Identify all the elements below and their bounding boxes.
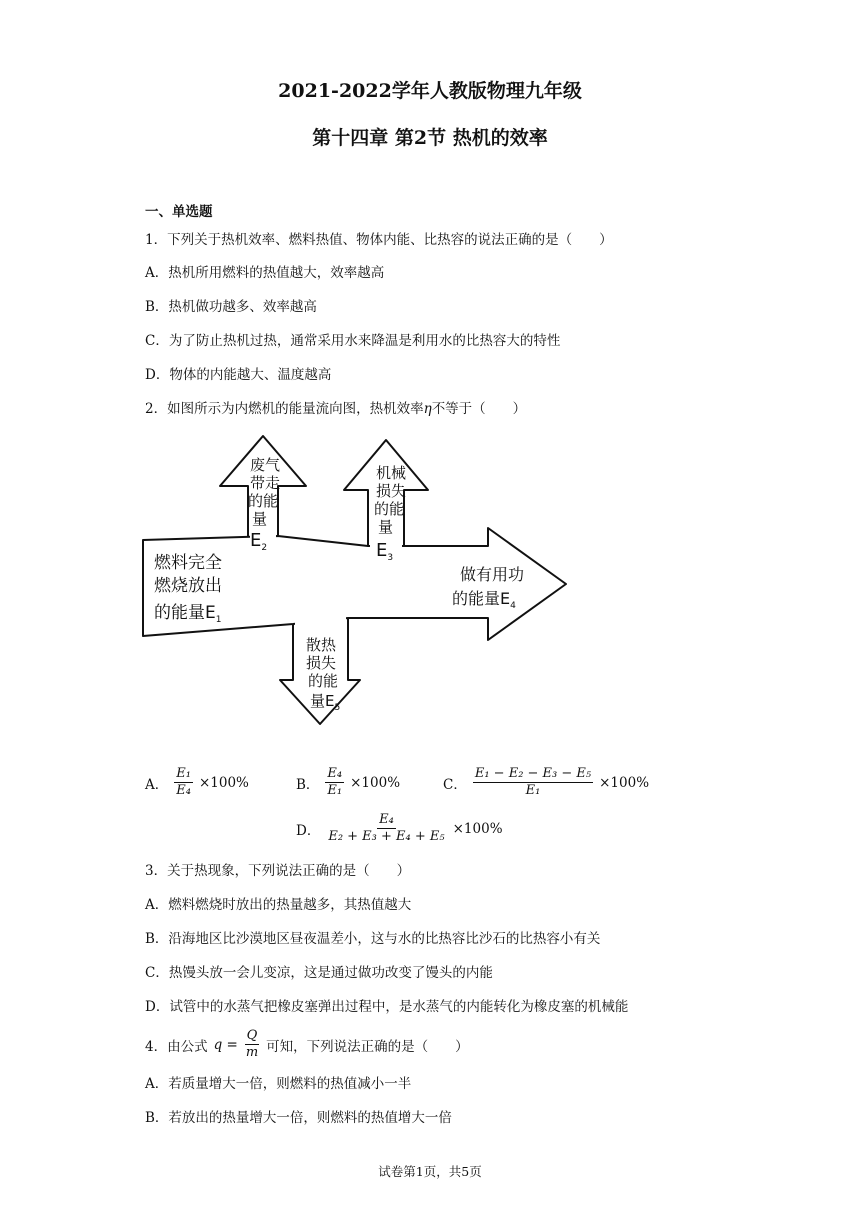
exhaust-label-line4: 量 xyxy=(252,510,268,528)
main-label-line1: 燃料完全 xyxy=(154,553,222,573)
heat-label-line3: 的能 xyxy=(308,672,339,690)
q3-option-c: C．热馒头放一会儿变凉，这是通过做功改变了馒头的内能 xyxy=(145,965,493,981)
fraction: $\frac{\text{E₁ − E₂ − E₃ − E₅}}{\text{E₁}}$ xyxy=(474,766,592,798)
q2-option-c: C． $\frac{\text{E₁ − E₂ − E₃ − E₅}}{\text{E₁}}$ ×100% xyxy=(443,766,650,798)
q2-stem-post: 不等于（ ） xyxy=(431,401,527,417)
doc-title: 2021-2022学年人教版物理九年级 xyxy=(278,80,582,102)
q4-stem: 4．由公式 q = $\frac{Q}{m}$ 可知，下列说法正确的是（ ） xyxy=(145,1028,469,1060)
eta-symbol: η xyxy=(423,401,432,417)
mech-label-line2: 损失 xyxy=(376,482,407,500)
q1-option-d: D．物体的内能越大、温度越高 xyxy=(145,367,332,383)
main-label-line3: 的能量$E_1$ xyxy=(154,603,222,625)
q2-stem-pre: 2．如图所示为内燃机的能量流向图，热机效率 xyxy=(145,401,424,417)
q4-option-a: A．若质量增大一倍，则燃料的热值减小一半 xyxy=(145,1076,412,1092)
fraction: $\frac{\text{E₄}}{\text{E₂ + E₃ + E₄ + E₅}}$ xyxy=(328,812,445,844)
q2-option-a: A． $\frac{\text{E₁}}{\text{E₄}}$ ×100% xyxy=(145,766,249,798)
heat-label-line1: 散热 xyxy=(306,636,337,654)
q1-option-b: B．热机做功越多、效率越高 xyxy=(145,299,317,315)
useful-label-line2: 的能量$E_4$ xyxy=(452,589,516,611)
mech-label-line4: 量 xyxy=(378,518,394,536)
exhaust-label-line3: 的能 xyxy=(248,492,279,510)
q2-option-d: D． $\frac{\text{E₄}}{\text{E₂ + E₃ + E₄ + E₅}}$ ×100% xyxy=(296,812,503,844)
formula-fraction: $\frac{Q}{m}$ xyxy=(245,1028,259,1060)
exhaust-label-line1: 废气 xyxy=(250,456,281,474)
fraction: $\frac{\text{E₄}}{\text{E₁}}$ xyxy=(327,766,343,798)
exhaust-label-line2: 带走 xyxy=(250,474,281,492)
energy-flow-diagram xyxy=(138,428,573,740)
section-heading: 一、单选题 xyxy=(145,204,213,220)
q2-stem xyxy=(145,400,526,418)
q4-option-b: B．若放出的热量增大一倍，则燃料的热值增大一倍 xyxy=(145,1110,452,1126)
q3-option-d: D．试管中的水蒸气把橡皮塞弹出过程中，是水蒸气的内能转化为橡皮塞的机械能 xyxy=(145,999,629,1015)
q2-option-b: B． $\frac{\text{E₄}}{\text{E₁}}$ ×100% xyxy=(296,766,401,798)
mech-label-e: $E_3$ xyxy=(376,540,394,563)
heat-label-line4: 量$E_5$ xyxy=(310,692,341,713)
q3-option-a: A．燃料燃烧时放出的热量越多，其热值越大 xyxy=(145,897,412,913)
q3-stem: 3．关于热现象，下列说法正确的是（ ） xyxy=(145,863,411,879)
doc-subtitle: 第十四章 第2节 热机的效率 xyxy=(312,127,548,149)
fraction: $\frac{\text{E₁}}{\text{E₄}}$ xyxy=(176,766,191,798)
q1-stem: 1．下列关于热机效率、燃料热值、物体内能、比热容的说法正确的是（ ） xyxy=(145,232,613,248)
main-label-line2: 燃烧放出 xyxy=(154,576,222,596)
heat-label-line2: 损失 xyxy=(306,654,337,672)
q3-option-b: B．沿海地区比沙漠地区昼夜温差小，这与水的比热容比沙石的比热容小有关 xyxy=(145,931,601,947)
q1-option-a: A．热机所用燃料的热值越大，效率越高 xyxy=(145,265,385,281)
mech-label-line1: 机械 xyxy=(376,464,407,482)
exhaust-label-e: $E_2$ xyxy=(250,530,268,553)
q1-option-c: C．为了防止热机过热，通常采用水来降温是利用水的比热容大的特性 xyxy=(145,333,561,349)
useful-label-line1: 做有用功 xyxy=(460,565,525,584)
formula-lhs: q = xyxy=(213,1036,238,1053)
mech-label-line3: 的能 xyxy=(374,500,405,518)
page-footer: 试卷第1页，共5页 xyxy=(378,1164,482,1179)
